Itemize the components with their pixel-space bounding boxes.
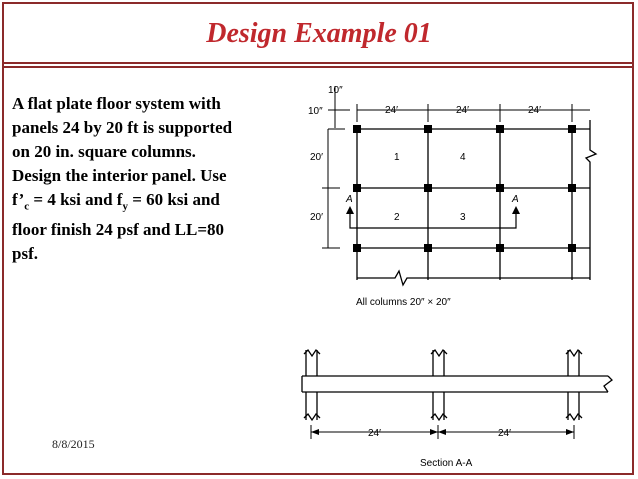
problem-line: panels 24 by 20 ft is supported: [12, 118, 233, 137]
section-caption: Section A-A: [420, 458, 473, 469]
fc-symbol: f’: [12, 190, 25, 209]
title-rule-bottom: [4, 66, 634, 68]
panel-number-1: 1: [394, 152, 400, 163]
left-dimension-lines: [322, 129, 340, 248]
columns-note: All columns 20″ × 20″: [356, 297, 451, 308]
panel-number-4: 4: [460, 152, 466, 163]
slide-title: Design Example 01: [206, 18, 432, 49]
problem-statement: [12, 92, 297, 266]
problem-line-materials: [12, 188, 297, 218]
problem-line: floor finish 24 psf and LL=80: [12, 220, 225, 240]
section-cut-line: [350, 210, 516, 228]
section-columns: [304, 350, 582, 420]
problem-line: on 20 in. square columns.: [12, 142, 196, 161]
dim-top-label: 10″: [328, 85, 343, 96]
title-rule-top: [4, 62, 634, 64]
problem-line: A flat plate floor system with: [12, 94, 221, 113]
fy-subscript: y: [122, 200, 128, 213]
problem-line: Design the interior panel. Use: [12, 166, 227, 185]
fc-subscript: c: [24, 200, 30, 213]
row-label-1: 20′: [310, 152, 323, 163]
slide-date: 8/8/2015: [52, 437, 95, 451]
section-mark-right: A: [512, 194, 519, 205]
section-span-label-2: 24′: [498, 428, 511, 439]
section-span-label-1: 24′: [368, 428, 381, 439]
span-label-1: 24′: [385, 105, 398, 116]
dim-left-top-label: 10″: [308, 106, 323, 117]
span-label-3: 24′: [528, 105, 541, 116]
panel-number-2: 2: [394, 212, 400, 223]
section-drawing: [290, 340, 620, 475]
fy-text: = 60 ksi and: [127, 190, 220, 209]
fc-text: = 4 ksi and f: [29, 190, 123, 209]
floor-plan-drawing: [290, 80, 610, 315]
section-mark-left: A: [346, 194, 353, 205]
problem-line: psf.: [12, 244, 38, 264]
row-label-2: 20′: [310, 212, 323, 223]
panel-number-3: 3: [460, 212, 466, 223]
section-arrows: [346, 206, 520, 214]
grid-lines: [357, 120, 596, 285]
span-label-2: 24′: [456, 105, 469, 116]
section-slab: [302, 376, 612, 392]
